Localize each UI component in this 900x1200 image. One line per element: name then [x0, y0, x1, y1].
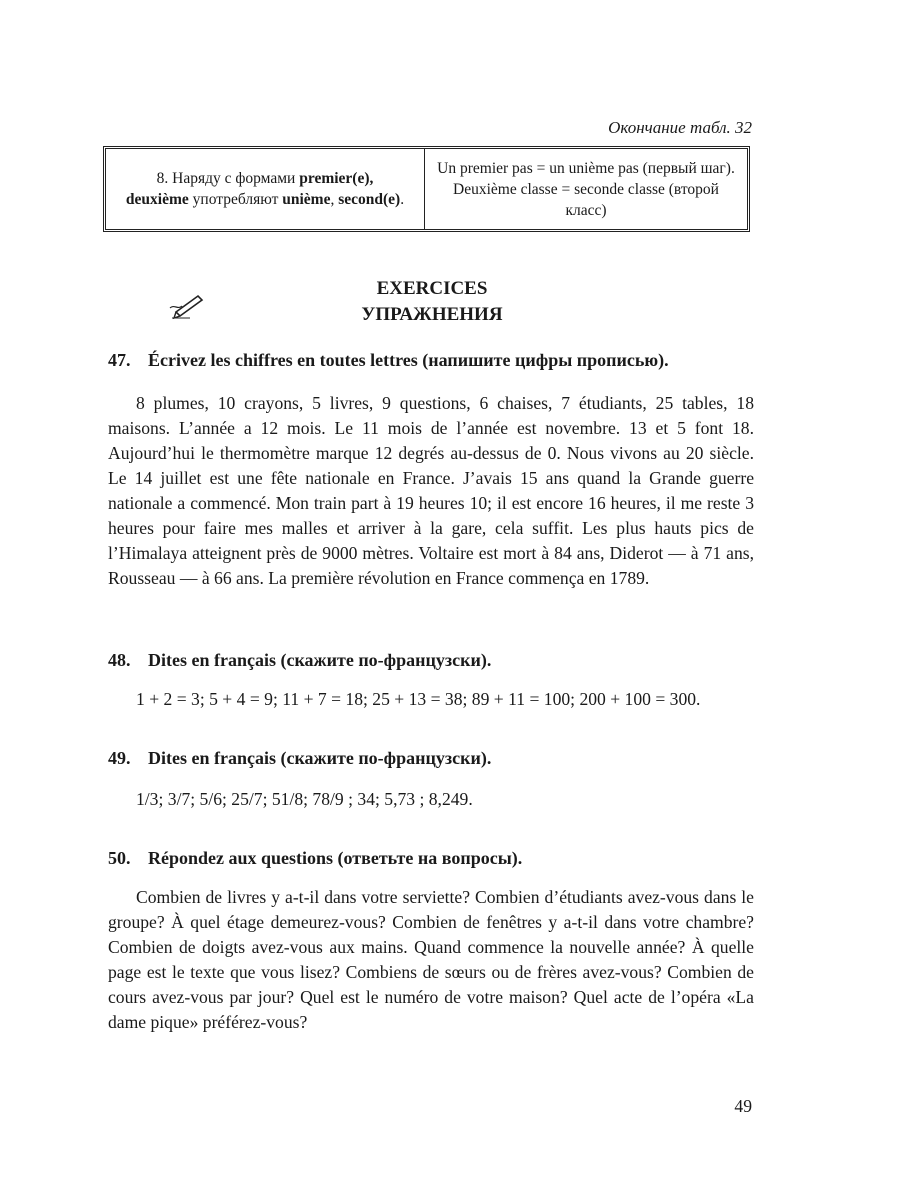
rule-cell-right — [425, 149, 747, 229]
exercise-number: 50. — [108, 848, 131, 868]
rule-term: unième — [282, 191, 331, 208]
exercise-number: 48. — [108, 650, 131, 670]
exercise-title-text: Écrivez les chiffres en toutes lettres (напишите цифры прописью). — [148, 350, 669, 370]
exercise-text: Combien de livres y a-t-il dans votre serviette? Combien d’étudiants avez-vous dans le groupe? À quel étage demeurez-vous? Combien de fenêtres y a-t-il dans votre chambre? Combien de doigts avez-vous aux mains. Quand commence la nouvelle année? À quelle page est le texte que vous lisez? Combiens de sœurs ou de frères avez-vous? Combien de cours avez-vous par jour? Quel est le numéro de votre maison? Quel acte de l’opéra «La dame pique» préférez-vous? — [108, 887, 754, 1032]
exercise-title-text: Répondez aux questions (ответьте на вопросы). — [148, 848, 523, 868]
exercise-title — [108, 650, 491, 671]
exercise-title — [108, 848, 522, 869]
exercises-heading-ru: УПРАЖНЕНИЯ — [361, 304, 503, 325]
rule-text: , — [330, 191, 339, 208]
rule-text: 8. Наряду с формами — [156, 170, 300, 187]
rule-term: premier(e), — [299, 170, 374, 187]
page-number: 49 — [734, 1096, 752, 1116]
exercise-number: 49. — [108, 748, 131, 768]
exercises-heading — [0, 276, 864, 328]
rule-term: deuxième — [125, 191, 189, 208]
exercise-title — [108, 748, 491, 769]
exercise-number: 47. — [108, 350, 131, 370]
rule-example: Un premier pas = un unième pas (первый шаг). Deuxième classe = seconde classe (второй класс) — [437, 159, 735, 219]
exercise-title — [108, 350, 669, 371]
exercise-text: 1 + 2 = 3; 5 + 4 = 9; 11 + 7 = 18; 25 + 13 = 38; 89 + 11 = 100; 200 + 100 = 300. — [136, 689, 701, 709]
exercise-text: 1/3; 3/7; 5/6; 25/7; 51/8; 78/9 ; 34; 5,73 ; 8,249. — [136, 789, 473, 809]
exercise-title-text: Dites en français (скажите по-французски). — [148, 650, 492, 670]
exercises-heading-fr: EXERCICES — [376, 278, 488, 299]
rule-cell-left — [106, 149, 425, 229]
rule-table — [103, 146, 750, 232]
exercise-title-text: Dites en français (скажите по-французски). — [148, 748, 492, 768]
rule-text: . — [400, 191, 405, 208]
table-caption: Окончание табл. 32 — [608, 118, 752, 137]
exercise-text: 8 plumes, 10 crayons, 5 livres, 9 questions, 6 chaises, 7 étudiants, 25 tables, 18 maisons. L’année a 12 mois. Le 11 mois de l’année est novembre. 13 et 5 font 18. Aujourd’hui le thermomètre marque 12 degrés au-dessus de 0. Nous vivons au 20 siècle. Le 14 juillet est une fête nationale en France. J’avais 15 ans quand la Grande guerre nationale a commencé. Mon train part à 19 heures 10; il est encore 16 heures, il me reste 3 heures pour faire mes malles et arriver à la gare, cela suffit. Les plus hauts pics de l’Himalaya atteignent près de 9000 mètres. Voltaire est mort à 84 ans, Diderot — à 71 ans, Rousseau — à 66 ans. La première révolution en France commença en 1789. — [108, 393, 754, 588]
rule-term: second(e) — [338, 191, 401, 208]
rule-text: употребляют — [188, 191, 283, 208]
